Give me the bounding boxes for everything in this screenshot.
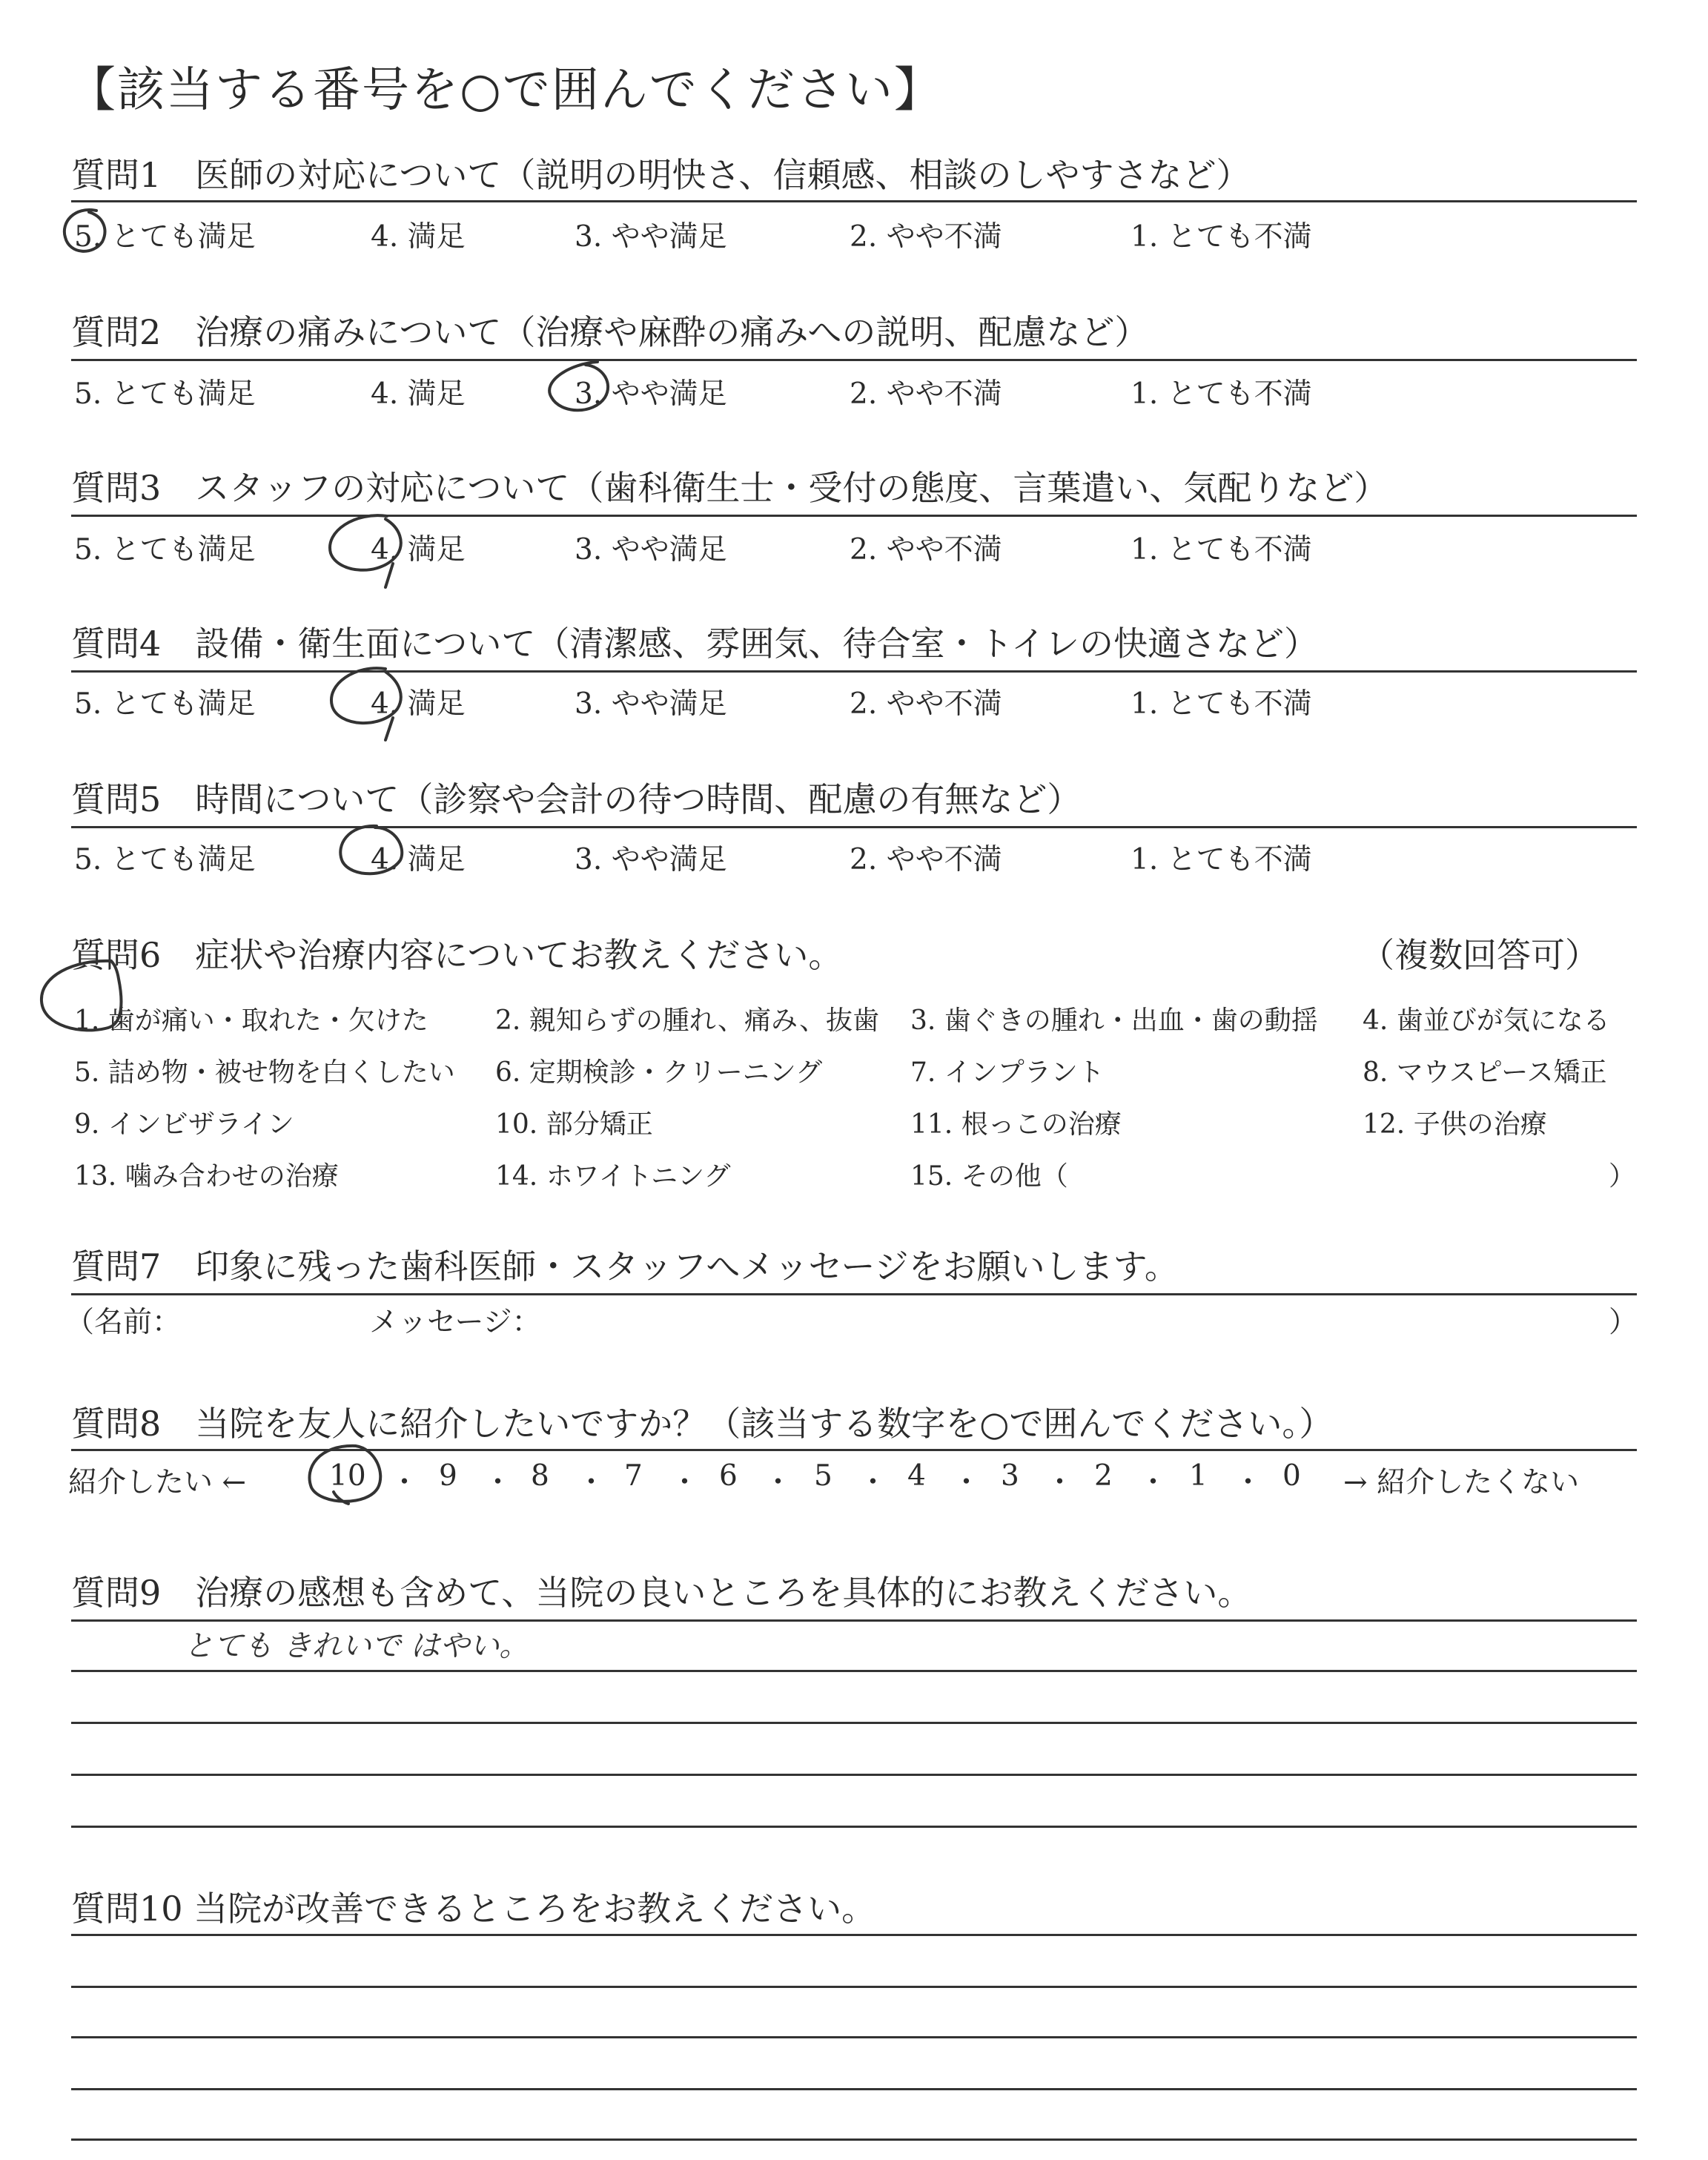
q5-option-3[interactable]: 3. やや満足 — [575, 843, 727, 876]
question-9-label: 質問9 治療の感想も含めて、当院の良いところを具体的にお教えください。 — [71, 1573, 1252, 1613]
q8-value-4[interactable]: 4 — [907, 1459, 926, 1493]
q8-value-9[interactable]: 9 — [439, 1459, 457, 1493]
q8-value-6[interactable]: 6 — [719, 1459, 738, 1493]
question-3-label: 質問3 スタッフの対応について（歯科衛生士・受付の態度、言葉遣い、気配りなど） — [71, 468, 1388, 508]
q3-option-5[interactable]: 5. とても満足 — [74, 533, 256, 567]
q4-option-4[interactable]: 4. 満足 — [371, 687, 466, 721]
question-6-note: （複数回答可） — [1360, 935, 1599, 975]
question-7-label: 質問7 印象に残った歯科医師・スタッフへメッセージをお願いします。 — [71, 1246, 1179, 1287]
q8-dot: ・ — [764, 1466, 793, 1499]
q6-option-10[interactable]: 10. 部分矯正 — [495, 1109, 653, 1140]
q8-dot: ・ — [577, 1466, 606, 1499]
q1-option-3[interactable]: 3. やや満足 — [575, 220, 727, 254]
question-10-label: 質問10 当院が改善できるところをお教えください。 — [71, 1889, 876, 1929]
q3-option-3[interactable]: 3. やや満足 — [575, 533, 727, 567]
q2-option-2[interactable]: 2. やや不満 — [850, 377, 1002, 411]
circle-mark-q8 — [310, 1446, 381, 1504]
q6-option-3[interactable]: 3. 歯ぐきの腫れ・出血・歯の動揺 — [910, 1005, 1318, 1036]
q5-option-2[interactable]: 2. やや不満 — [850, 843, 1002, 876]
q8-dot: ・ — [390, 1466, 420, 1499]
q1-option-4[interactable]: 4. 満足 — [371, 220, 466, 254]
q8-value-5[interactable]: 5 — [814, 1459, 833, 1493]
q3-option-2[interactable]: 2. やや不満 — [850, 533, 1002, 567]
q8-dot: ・ — [1139, 1466, 1168, 1499]
q7-close-paren: ） — [1609, 1306, 1638, 1339]
q1-option-5[interactable]: 5. とても満足 — [74, 220, 256, 254]
q8-left-label: 紹介したい ← — [68, 1466, 247, 1499]
circle-mark-q4 — [331, 668, 401, 740]
q8-value-1[interactable]: 1 — [1189, 1459, 1208, 1493]
q1-option-1[interactable]: 1. とても不満 — [1131, 220, 1312, 254]
circle-mark-q6 — [42, 961, 122, 1031]
question-4-label: 質問4 設備・衛生面について（清潔感、雰囲気、待合室・トイレの快適さなど） — [71, 624, 1319, 664]
q6-option-6[interactable]: 6. 定期検診・クリーニング — [495, 1057, 823, 1088]
q6-option-13[interactable]: 13. 噛み合わせの治療 — [74, 1161, 339, 1192]
q8-value-7[interactable]: 7 — [624, 1459, 643, 1493]
circle-mark-q1 — [64, 210, 105, 251]
q2-option-4[interactable]: 4. 満足 — [371, 377, 466, 411]
q8-dot: ・ — [1045, 1466, 1075, 1499]
q6-option-9[interactable]: 9. インビザライン — [74, 1109, 294, 1140]
q8-value-0[interactable]: 0 — [1282, 1459, 1301, 1493]
q6-other-close-paren: ） — [1609, 1161, 1636, 1192]
q5-option-1[interactable]: 1. とても不満 — [1131, 843, 1312, 876]
q6-option-8[interactable]: 8. マウスピース矯正 — [1363, 1057, 1607, 1088]
q8-dot: ・ — [952, 1466, 982, 1499]
q8-value-2[interactable]: 2 — [1094, 1459, 1113, 1493]
q6-option-14[interactable]: 14. ホワイトニング — [495, 1161, 731, 1192]
q5-option-4[interactable]: 4. 満足 — [371, 843, 466, 876]
q6-option-2[interactable]: 2. 親知らずの腫れ、痛み、抜歯 — [495, 1005, 880, 1036]
question-5-label: 質問5 時間について（診察や会計の待つ時間、配慮の有無など） — [71, 779, 1082, 819]
q8-dot: ・ — [670, 1466, 700, 1499]
q8-value-10[interactable]: 10 — [329, 1459, 366, 1493]
q6-option-4[interactable]: 4. 歯並びが気になる — [1363, 1005, 1610, 1036]
q6-option-15[interactable]: 15. その他（ — [910, 1161, 1068, 1192]
q9-handwritten-answer: とても きれいで はやい。 — [184, 1629, 529, 1663]
circle-mark-q3 — [330, 515, 401, 587]
q2-option-3[interactable]: 3. やや満足 — [575, 377, 727, 411]
q6-option-5[interactable]: 5. 詰め物・被せ物を白くしたい — [74, 1057, 455, 1088]
q7-name-label: （名前： — [65, 1306, 182, 1339]
question-1-label: 質問1 医師の対応について（説明の明快さ、信頼感、相談のしやすさなど） — [71, 155, 1251, 195]
page-title: 【該当する番号を○で囲んでください】 — [68, 63, 943, 118]
q6-option-12[interactable]: 12. 子供の治療 — [1363, 1109, 1547, 1140]
q6-option-1[interactable]: 1. 歯が痛い・取れた・欠けた — [74, 1005, 428, 1036]
q8-dot: ・ — [1234, 1466, 1263, 1499]
q6-option-11[interactable]: 11. 根っこの治療 — [910, 1109, 1122, 1140]
q2-option-1[interactable]: 1. とても不満 — [1131, 377, 1312, 411]
question-2-label: 質問2 治療の痛みについて（治療や麻酔の痛みへの説明、配慮など） — [71, 312, 1149, 352]
q4-option-3[interactable]: 3. やや満足 — [575, 687, 727, 721]
q3-option-1[interactable]: 1. とても不満 — [1131, 533, 1312, 567]
q5-option-5[interactable]: 5. とても満足 — [74, 843, 256, 876]
q8-value-3[interactable]: 3 — [1001, 1459, 1019, 1493]
q8-dot: ・ — [483, 1466, 513, 1499]
q6-option-7[interactable]: 7. インプラント — [910, 1057, 1105, 1088]
question-8-label: 質問8 当院を友人に紹介したいですか？（該当する数字を○で囲んでください。） — [71, 1404, 1334, 1444]
q8-right-label: → 紹介したくない — [1343, 1466, 1580, 1499]
q7-message-label: メッセージ： — [369, 1306, 541, 1339]
q8-dot: ・ — [858, 1466, 888, 1499]
q3-option-4[interactable]: 4. 満足 — [371, 533, 466, 567]
q4-option-5[interactable]: 5. とても満足 — [74, 687, 256, 721]
q1-option-2[interactable]: 2. やや不満 — [850, 220, 1002, 254]
q8-value-8[interactable]: 8 — [531, 1459, 549, 1493]
q2-option-5[interactable]: 5. とても満足 — [74, 377, 256, 411]
circle-mark-q2 — [549, 362, 608, 410]
circle-mark-q5 — [340, 826, 402, 873]
q4-option-1[interactable]: 1. とても不満 — [1131, 687, 1312, 721]
q4-option-2[interactable]: 2. やや不満 — [850, 687, 1002, 721]
question-6-label: 質問6 症状や治療内容についてお教えください。 — [71, 935, 843, 975]
